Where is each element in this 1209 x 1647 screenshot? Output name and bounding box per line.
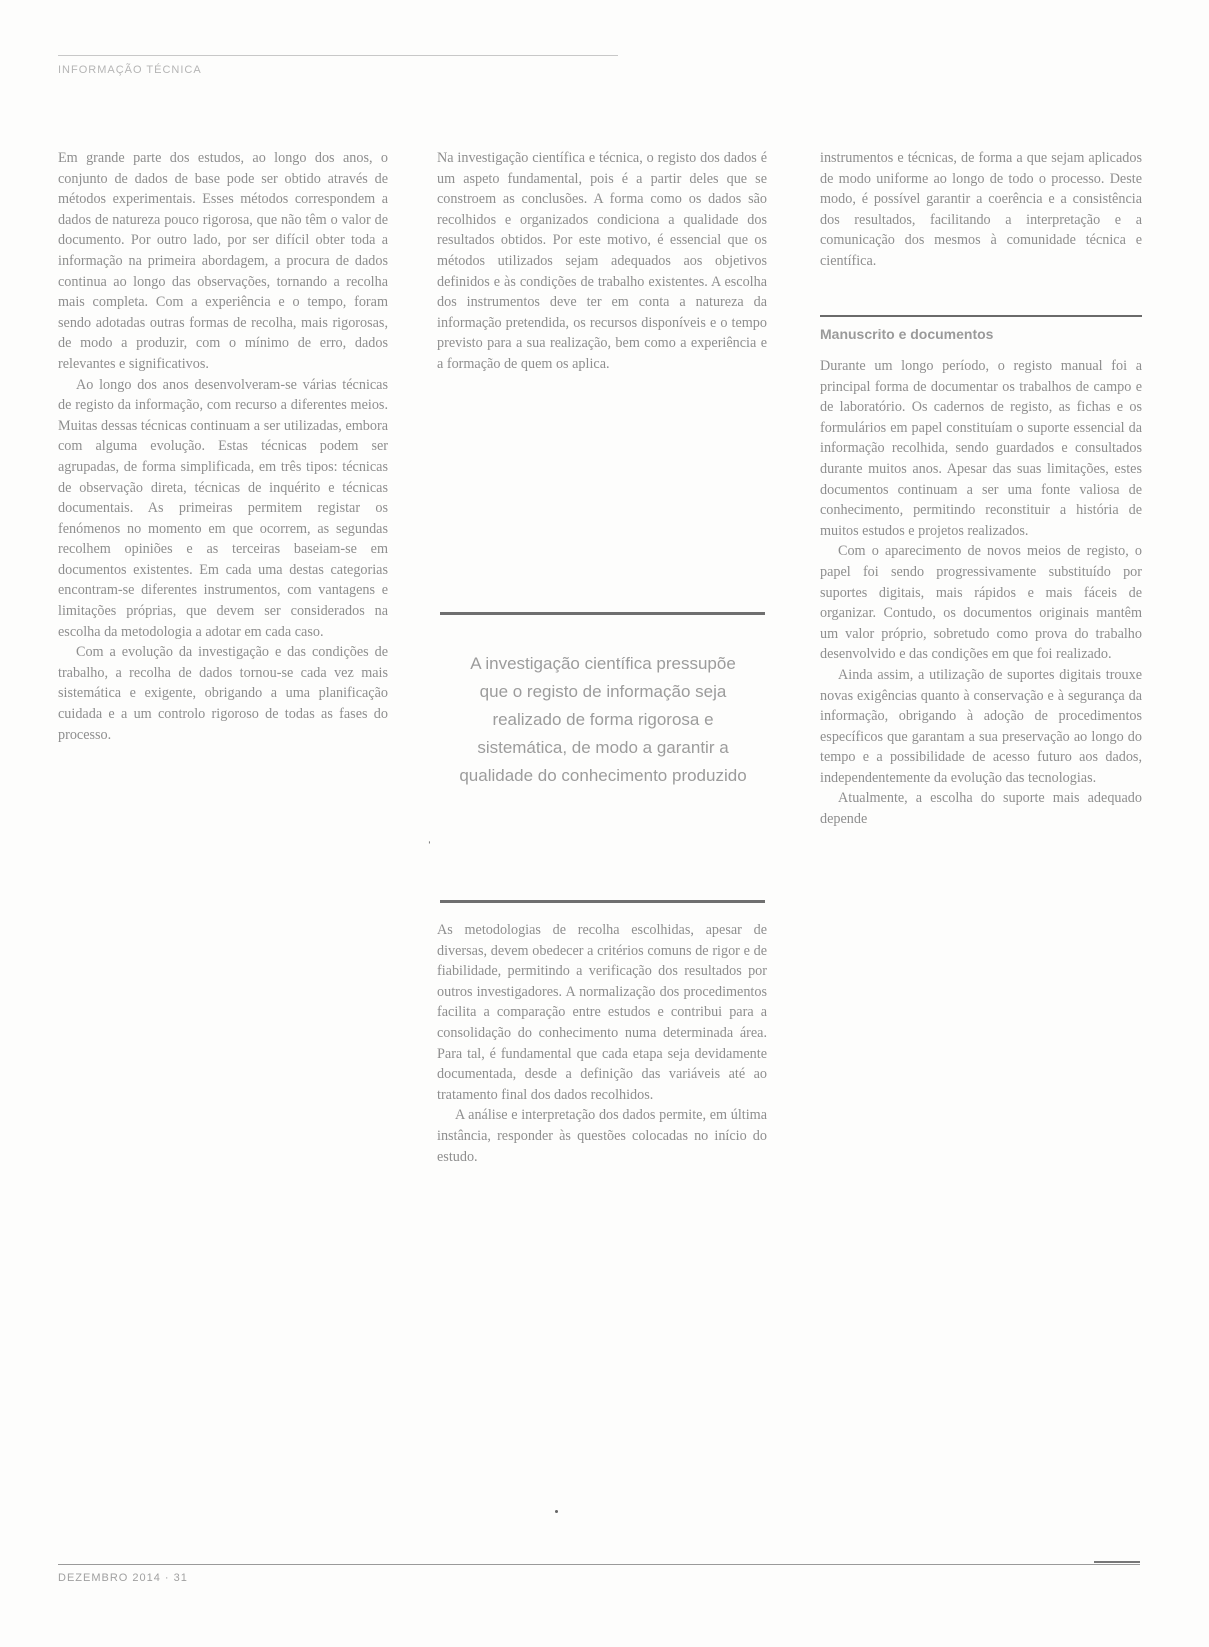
paragraph: Atualmente, a escolha do suporte mais adequado depende [820,790,1142,828]
paragraph: Durante um longo período, o registo manual foi a principal forma de documentar os trabalhos de campo e de laboratório. Os cadernos de registo, as fichas e os formulários em papel constituíam o suporte essencial da informação recolhida, sendo guardados e consultados durante muitos anos. Apesar das suas limitações, estes documentos continuam a ser uma fonte valiosa de conhecimento, permitindo reconstituir a história de muitos estudos e projetos realizados. [820,358,1142,539]
paragraph: Ainda assim, a utilização de suportes digitais trouxe novas exigências quanto à conservação e à segurança da informação, obrigando à adoção de procedimentos específicos que garantam a sua preservação ao longo do tempo e a possibilidade de acesso futuro aos dados, independentemente da evolução das tecnologias. [820,666,1142,786]
pull-quote-rule-bottom [440,900,765,903]
running-head: INFORMAÇÃO TÉCNICA [58,64,202,76]
paragraph: A análise e interpretação dos dados permite, em última instância, responder às questões colocadas no início do estudo. [437,1107,767,1165]
paragraph: Na investigação científica e técnica, o registo dos dados é um aspeto fundamental, pois é a partir deles que se constroem as conclusões. A forma como os dados são recolhidos e organizados condiciona a qualidade dos resultados obtidos. Por este motivo, é essencial que os métodos utilizados sejam adequados aos objetivos definidos e às condições de trabalho existentes. A escolha dos instrumentos deve ter em conta a natureza da informação pretendida, os recursos disponíveis e o tempo previsto para a sua realização, bem como a experiência e a formação de quem os aplica. [437,150,767,372]
paragraph: Em grande parte dos estudos, ao longo dos anos, o conjunto de dados de base pode ser obtido através de métodos experimentais. Esses métodos correspondem a dados de natureza pouco rigorosa, que não têm o valor de documento. Por outro lado, por ser difícil obter toda a informação na primeira abordagem, a procura de dados continua ao longo das observações, tornando a recolha mais completa. Com a experiência e o tempo, foram sendo adotadas outras formas de recolha, mais rigorosas, de modo a produzir, com o mínimo de erro, dados relevantes e significativos. [58,150,388,372]
column-1 [58,148,388,745]
column-3-upper [820,148,1142,272]
footer-accent [1094,1561,1140,1563]
paragraph: instrumentos e técnicas, de forma a que sejam aplicados de modo uniforme ao longo de todo o processo. Deste modo, é possível garantir a coerência e a consistência dos resultados, facilitando a interpretação e a comunicação dos mesmos à comunidade técnica e científica. [820,150,1142,269]
header-rule [58,55,618,56]
section-subheading: Manuscrito e documentos [820,326,994,342]
column-2-upper [437,148,767,375]
footer-rule [58,1564,1140,1565]
speck [555,1510,558,1513]
paragraph: Com a evolução da investigação e das condições de trabalho, a recolha de dados tornou-se cada vez mais sistemática e exigente, obrigando a uma planificação cuidada e a um controlo rigoroso de todas as fases do processo. [58,644,388,743]
column-3-lower [820,356,1142,830]
section-rule [820,315,1142,317]
stray-mark: ˈ [427,840,432,855]
folio: DEZEMBRO 2014 · 31 [58,1572,188,1584]
pull-quote: A investigação científica pressupõe que o registo de informação seja realizado de forma rigorosa e sistemática, de modo a garantir a qualidade do conhecimento produzido [459,654,747,785]
column-2-lower [437,920,767,1167]
pull-quote-rule-top [440,612,765,615]
paragraph: Ao longo dos anos desenvolveram-se várias técnicas de registo da informação, com recurso a diferentes meios. Muitas dessas técnicas continuam a ser utilizadas, embora com alguma evolução. Estas técnicas podem ser agrupadas, de forma simplificada, em três tipos: técnicas de observação direta, técnicas de inquérito e técnicas documentais. As primeiras permitem registar os fenómenos no momento em que ocorrem, as segundas recolhem opiniões e as terceiras baseiam-se em documentos existentes. Em cada uma destas categorias encontram-se diferentes instrumentos, com vantagens e limitações próprias, que devem ser considerados na escolha da metodologia a adotar em cada caso. [58,376,388,640]
paragraph: As metodologias de recolha escolhidas, apesar de diversas, devem obedecer a critérios comuns de rigor e de fiabilidade, permitindo a verificação dos resultados por outros investigadores. A normalização dos procedimentos facilita a comparação entre estudos e contribui para a consolidação do conhecimento numa determinada área. Para tal, é fundamental que cada etapa seja devidamente documentada, desde a definição das variáveis até ao tratamento final dos dados recolhidos. [437,922,767,1103]
paragraph: Com o aparecimento de novos meios de registo, o papel foi sendo progressivamente substituído por suportes digitais, mais rápidos e mais fáceis de organizar. Contudo, os documentos originais mantêm um valor próprio, sobretudo como prova do trabalho desenvolvido e das condições em que foi realizado. [820,543,1142,663]
